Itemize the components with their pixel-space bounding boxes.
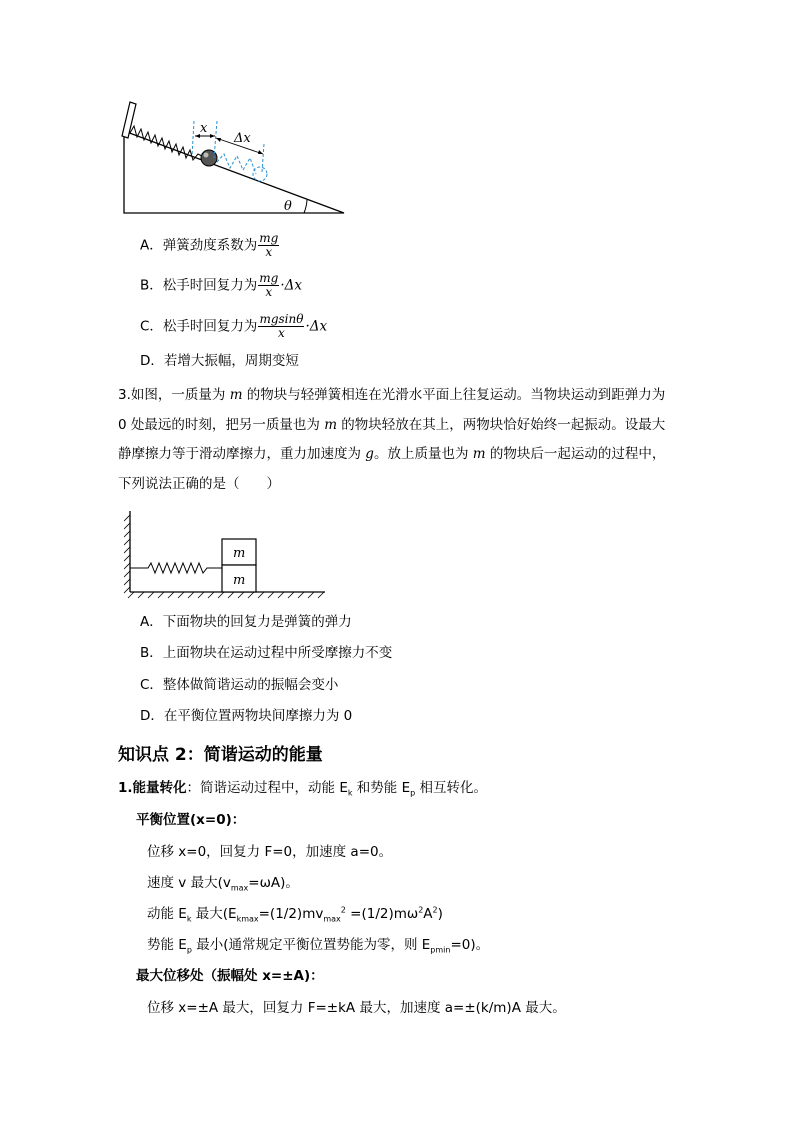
q2-option-d: D．若增大振幅，周期变短 <box>140 353 299 369</box>
max-displacement-title: 最大位移处（振幅处 x=±A)： <box>136 968 324 984</box>
q3-stem: 3.如图，一质量为 m 的物块与轻弹簧相连在光滑水平面上往复运动。当物块运动到距弹力为 0 处最远的时刻，把另一质量也为 m 的物块轻放在其上，两物块恰好始终一起振动。设最大 静摩擦力等于滑动摩擦力，重力加速度为 g。放上质量也为 m 的物块后一起运动的过程中， 下列说法正确的是（ ） <box>118 387 666 492</box>
equilibrium-title: 平衡位置(x=0)： <box>136 812 246 828</box>
dx-label: Δx <box>234 131 251 146</box>
q3-option-c: C．整体做简谐运动的振幅会变小 <box>140 677 339 693</box>
fraction: $\frac{mg}{x}$ <box>259 231 279 259</box>
equilibrium-line-3: 动能 $E_k$ 最大$(E_{kmax}=(1/2)mv_{max}^2 =(1/2)m\omega^2A^2)$ <box>147 905 443 924</box>
x-label: x <box>200 121 208 136</box>
equilibrium-line-4: 势能 $E_p$ 最小(通常规定平衡位置势能为零，则 $E_{pmin}=0$)。 <box>147 937 490 955</box>
q2-option-a: A．弹簧劲度系数为 $\frac{mg}{x}$ <box>140 231 279 259</box>
q2-option-b: B．松手时回复力为 $\frac{mg}{x}$ ·Δx <box>140 271 302 299</box>
section-heading: 知识点 2：简谐运动的能量 <box>118 745 323 765</box>
fraction: $\frac{mg}{x}$ <box>259 271 279 299</box>
q2-option-c: C．松手时回复力为 $\frac{mgsin\theta}{x}$ ·Δx <box>140 312 328 340</box>
incline-spring-figure <box>112 96 352 218</box>
theta-label: θ <box>284 199 292 214</box>
q3-option-b: B．上面物块在运动过程中所受摩擦力不变 <box>140 645 393 661</box>
energy-conversion-line: 1.能量转化：简谐运动过程中，动能 $E_k$ 和势能 $E_p$ 相互转化。 <box>118 780 487 798</box>
fraction: $\frac{mgsin\theta}{x}$ <box>259 312 304 340</box>
equilibrium-line-1: 位移 x=0，回复力 F=0，加速度 a=0。 <box>147 844 393 860</box>
equilibrium-line-2: 速度 v 最大$(v_{max}=\omega A)$。 <box>147 875 299 893</box>
q3-option-d: D．在平衡位置两物块间摩擦力为 0 <box>140 708 353 724</box>
block-bottom-label: m <box>233 573 246 588</box>
spring-blocks-figure <box>120 505 330 600</box>
q3-option-a: A．下面物块的回复力是弹簧的弹力 <box>140 614 352 630</box>
block-top-label: m <box>233 546 246 561</box>
max-displacement-line-1: 位移 x=±A 最大，回复力 F=±kA 最大，加速度 a=±(k/m)A 最大。 <box>147 1000 566 1016</box>
